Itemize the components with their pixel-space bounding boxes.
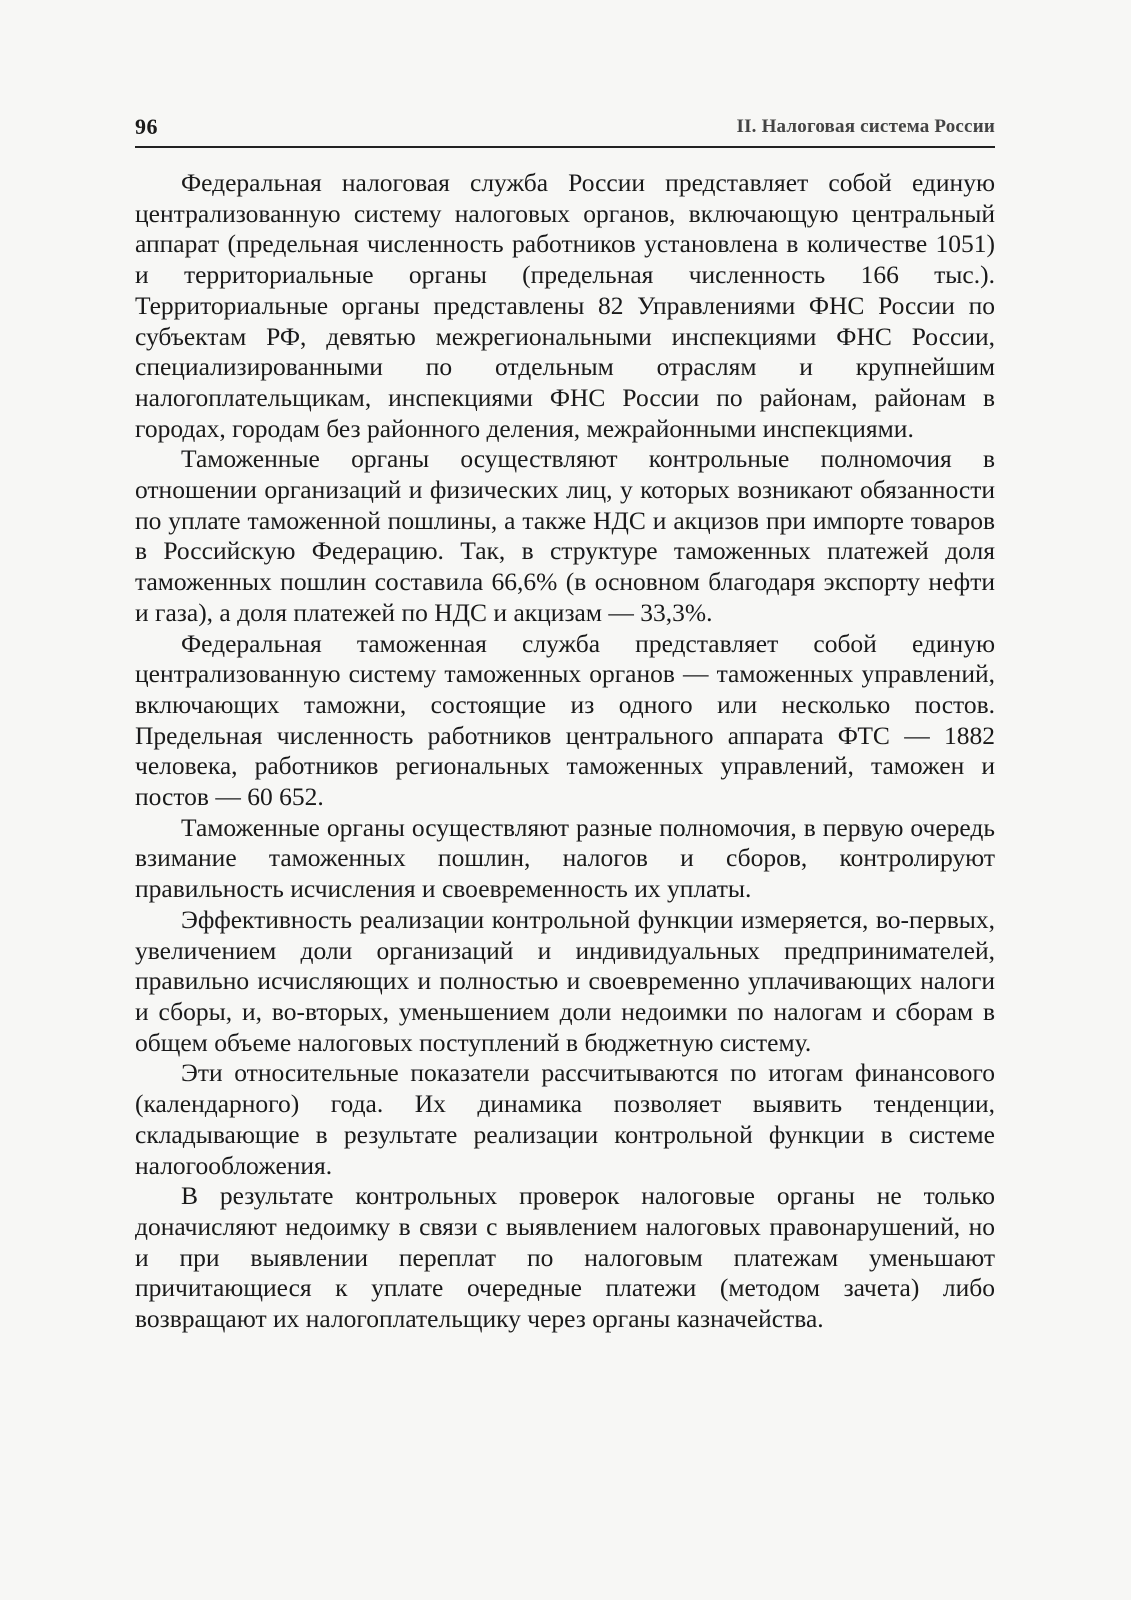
body-text bbox=[135, 168, 995, 1335]
paragraph: Федеральная таможенная служба представляет собой единую централизованную систему таможенных органов — таможенных управлений, включающих таможни, состоящие из одного или несколько постов. Предельная численность работников центрального аппарата ФТС — 1882 человека, работников региональных таможенных управлений, таможен и постов — 60 652. bbox=[135, 628, 995, 812]
paragraph: В результате контрольных проверок налоговые органы не только доначисляют недоимку в связи с выявлением налоговых правонарушений, но и при выявлении переплат по налоговым платежам уменьшают причитающиеся к уплате очередные платежи (методом зачета) либо возвращают их налогоплательщику через органы казначейства. bbox=[135, 1181, 995, 1334]
paragraph: Таможенные органы осуществляют разные полномочия, в первую очередь взимание таможенных пошлин, налогов и сборов, контролируют правильность исчисления и своевременность их уплаты. bbox=[135, 812, 995, 904]
running-head: II. Налоговая система России bbox=[736, 116, 995, 137]
page-number: 96 bbox=[135, 114, 158, 139]
paragraph: Федеральная налоговая служба России представляет собой единую централизованную систему налоговых органов, включающую центральный аппарат (предельная численность работников установлена в количестве 1051) и территориальные органы (предельная численность 166 тыс.). Территориальные органы представлены 82 Управлениями ФНС России по субъектам РФ, девятью межрегиональными инспекциями ФНС России, специализированными по отдельным отраслям и крупнейшим налогоплательщикам, инспекциями ФНС России по районам, районам в городах, городам без районного деления, межрайонными инспекциями. bbox=[135, 168, 995, 443]
paragraph: Эффективность реализации контрольной функции измеряется, во-первых, увеличением доли организаций и индивидуальных предпринимателей, правильно исчисляющих и полностью и своевременно уплачивающих налоги и сборы, и, во-вторых, уменьшением доли недоимки по налогам и сборам в общем объеме налоговых поступлений в бюджетную систему. bbox=[135, 904, 995, 1057]
page-header bbox=[135, 114, 995, 148]
paragraph: Таможенные органы осуществляют контрольные полномочия в отношении организаций и физических лиц, у которых возникают обязанности по уплате таможенной пошлины, а также НДС и акцизов при импорте товаров в Российскую Федерацию. Так, в структуре таможенных платежей доля таможенных пошлин составила 66,6% (в основном благодаря экспорту нефти и газа), а доля платежей по НДС и акцизам — 33,3%. bbox=[135, 444, 995, 627]
paragraph: Эти относительные показатели рассчитываются по итогам финансового (календарного) года. Их динамика позволяет выявить тенденции, складывающие в результате реализации контрольной функции в системе налогообложения. bbox=[135, 1058, 995, 1180]
